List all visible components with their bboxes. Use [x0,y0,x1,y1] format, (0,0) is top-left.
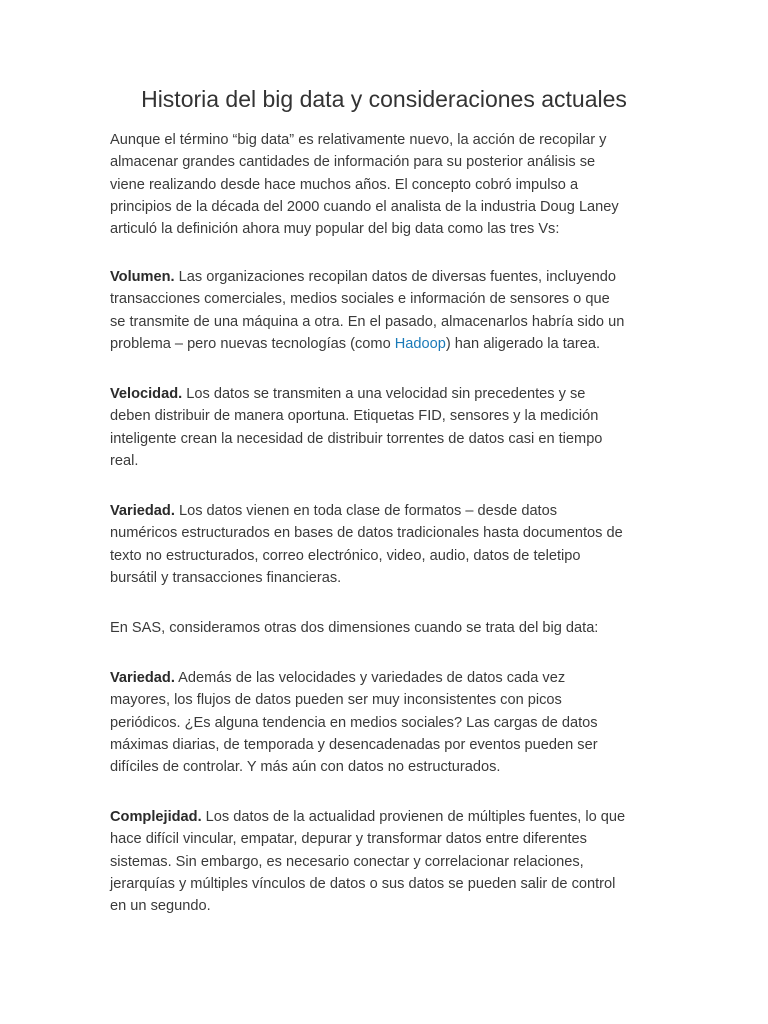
complejidad-line-4: jerarquías y múltiples vínculos de datos o sus datos se pueden salir de control [110,875,616,892]
sas-line: En SAS, consideramos otras dos dimensiones cuando se trata del big data: [110,620,599,636]
variedad2-text: Además de las velocidades y variedades de datos cada vez [174,670,566,686]
volumen-paragraph [110,266,660,355]
complejidad-line-2: hace difícil vincular, empatar, depurar y transformar datos entre diferentes [110,831,587,848]
sas-paragraph [110,617,660,639]
velocidad-paragraph [110,383,660,472]
variedad-line-2: numéricos estructurados en bases de datos tradicionales hasta documentos de [110,525,623,542]
velocidad-text: Los datos se transmiten a una velocidad sin precedentes y se [182,386,586,402]
intro-line: Aunque el término “big data” es relativamente nuevo, la acción de recopilar y [110,132,607,148]
variedad2-line-2: mayores, los flujos de datos pueden ser muy inconsistentes con picos [110,692,562,709]
variedad2-line-3: periódicos. ¿Es alguna tendencia en medios sociales? Las cargas de datos [110,714,598,731]
volumen-text: ) han aligerado la tarea. [445,335,601,352]
variedad2-line-5: difíciles de controlar. Y más aún con datos no estructurados. [110,759,501,776]
intro-line: articuló la definición ahora muy popular del big data como las tres Vs: [110,221,560,238]
velocidad-line-4: real. [110,452,139,469]
variedad2-line-1 [110,667,660,689]
volumen-text: problema – pero nuevas tecnologías (como [110,335,395,352]
variedad2-paragraph [110,667,660,778]
volumen-line-4 [110,333,660,355]
volumen-text: Las organizaciones recopilan datos de diversas fuentes, incluyendo [174,269,616,285]
variedad-line-1 [110,500,660,522]
complejidad-term: Complejidad. [110,809,202,825]
complejidad-line-3: sistemas. Sin embargo, es necesario conectar y correlacionar relaciones, [110,853,584,870]
hadoop-link[interactable]: Hadoop [394,335,446,352]
page-title: Historia del big data y consideraciones actuales [141,86,627,112]
variedad-line-4: bursátil y transacciones financieras. [110,569,342,586]
volumen-line-2: transacciones comerciales, medios sociales e información de sensores o que [110,291,610,308]
variedad-line-3: texto no estructurados, correo electrónico, video, audio, datos de teletipo [110,547,581,564]
velocidad-line-1 [110,383,660,405]
volumen-line-1 [110,266,660,288]
intro-line: almacenar grandes cantidades de información para su posterior análisis se [110,154,596,171]
variedad2-line-4: máximas diarias, de temporada y desencadenadas por eventos pueden ser [110,736,598,753]
intro-line: principios de la década del 2000 cuando el analista de la industria Doug Laney [110,198,619,215]
complejidad-paragraph [110,806,660,917]
volumen-line-3: se transmite de una máquina a otra. En el pasado, almacenarlos habría sido un [110,313,625,330]
intro-line: viene realizando desde hace muchos años. El concepto cobró impulso a [110,176,579,193]
variedad2-term: Variedad. [110,670,175,686]
complejidad-line-5: en un segundo. [110,898,211,915]
velocidad-term: Velocidad. [110,386,183,402]
intro-paragraph [110,129,660,240]
velocidad-line-2: deben distribuir de manera oportuna. Etiquetas FID, sensores y la medición [110,408,599,425]
volumen-term: Volumen. [110,269,175,285]
variedad-paragraph [110,500,660,589]
complejidad-text: Los datos de la actualidad provienen de múltiples fuentes, lo que [201,809,626,825]
complejidad-line-1 [110,806,660,828]
velocidad-line-3: inteligente crean la necesidad de distribuir torrentes de datos casi en tiempo [110,430,603,447]
variedad-term: Variedad. [110,503,175,519]
variedad-text: Los datos vienen en toda clase de formatos – desde datos [174,503,558,519]
